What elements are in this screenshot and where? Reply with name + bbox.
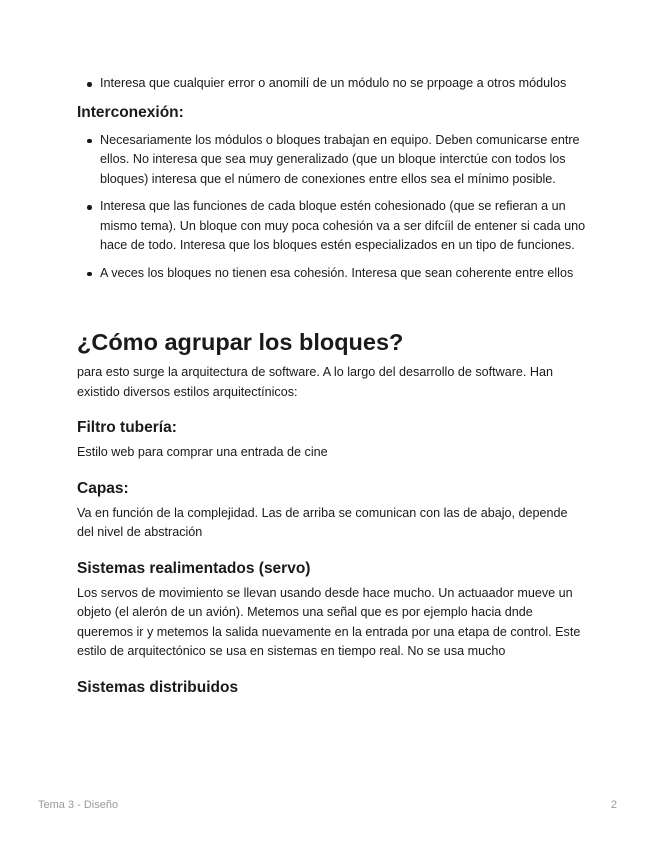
heading-capas: Capas: xyxy=(77,479,129,497)
list-item: Interesa que las funciones de cada bloque estén cohesionado (que se refieran a un mismo tema). Un bloque con muy poca cohesión va a ser difcíil de entener si cada uno hace de todo. Interesa que los bloques estén especializados en un tipo de funciones. xyxy=(100,197,587,256)
heading-distribuidos: Sistemas distribuidos xyxy=(77,678,239,696)
heading-agrupar: ¿Cómo agrupar los bloques? xyxy=(77,329,404,355)
agrupar-intro: para esto surge la arquitectura de software. A lo largo del desarrollo de software. Han existido diversos estilos arquitectínicos: xyxy=(77,365,554,399)
list-item: Necesariamente los módulos o bloques trabajan en equipo. Deben comunicarse entre ellos. No interesa que sea muy generalizado (que un bloque interctúe con todos los bloques) interesa que el número de conexiones entre ellos sea el mínimo posible. xyxy=(100,131,587,190)
heading-filtro: Filtro tubería: xyxy=(77,419,177,436)
footer-title: Tema 3 - Diseño xyxy=(38,799,119,811)
heading-interconexion: Interconexión: xyxy=(77,103,184,121)
realimentados-text: Los servos de movimiento se llevan usando desde hace mucho. Un actuaador mueve un objeto (el alerón de un avión). Metemos una señal que es por ejemplo hacia dnde queremos ir y metemos la salida nuevamente en la entrada por una etapa de control. Este estilo de arquitectónico se usa en sistemas en tiempo real. No se usa mucho xyxy=(77,585,581,658)
filtro-text: Estilo web para comprar una entrada de cine xyxy=(77,445,328,459)
interconexion-bullet-list xyxy=(77,131,587,284)
list-item: Interesa que cualquier error o anomilí de un módulo no se prpoage a otros módulos xyxy=(100,74,587,94)
top-bullet-list xyxy=(77,74,587,94)
capas-text: Va en función de la complejidad. Las de arriba se comunican con las de abajo, depende del nivel de abstración xyxy=(77,505,568,539)
list-item: A veces los bloques no tienen esa cohesión. Interesa que sean coherente entre ellos xyxy=(100,264,587,284)
page-content xyxy=(77,74,587,698)
page-number: 2 xyxy=(610,799,617,811)
heading-realimentados: Sistemas realimentados (servo) xyxy=(77,559,311,577)
